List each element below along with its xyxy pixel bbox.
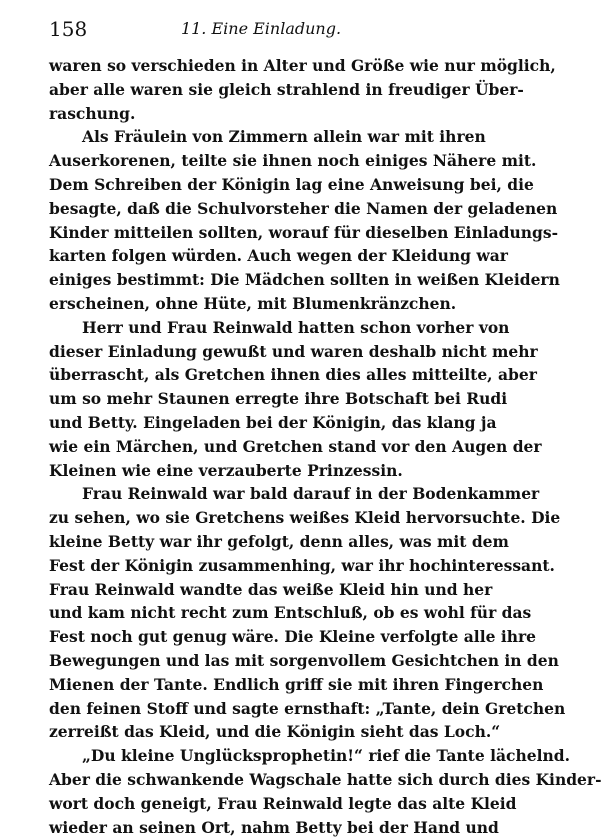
text-line: wie ein Märchen, und Gretchen stand vor den Augen der	[49, 435, 473, 459]
body-text	[49, 54, 473, 839]
text-line: Frau Reinwald wandte das weiße Kleid hin und her	[49, 578, 473, 602]
text-line: und Betty. Eingeladen bei der Königin, das klang ja	[49, 411, 473, 435]
text-line: dieser Einladung gewußt und waren deshalb nicht mehr	[49, 340, 473, 364]
text-line: zu sehen, wo sie Gretchens weißes Kleid hervorsuchte. Die	[49, 506, 473, 530]
text-line: zerreißt das Kleid, und die Königin sieht das Loch.“	[49, 720, 473, 744]
text-line: überrascht, als Gretchen ihnen dies alles mitteilte, aber	[49, 363, 473, 387]
text-line: karten folgen würden. Auch wegen der Kleidung war	[49, 244, 473, 268]
text-line: Aber die schwankende Wagschale hatte sich durch dies Kinder-	[49, 768, 473, 792]
text-line: waren so verschieden in Alter und Größe wie nur möglich,	[49, 54, 473, 78]
page-number: 158	[49, 16, 87, 42]
text-line: Mienen der Tante. Endlich griff sie mit ihren Fingerchen	[49, 673, 473, 697]
text-line: Frau Reinwald war bald darauf in der Bodenkammer	[49, 482, 473, 506]
text-line: um so mehr Staunen erregte ihre Botschaft bei Rudi	[49, 387, 473, 411]
text-line: Als Fräulein von Zimmern allein war mit ihren	[49, 125, 473, 149]
text-line: Dem Schreiben der Königin lag eine Anweisung bei, die	[49, 173, 473, 197]
text-line: den feinen Stoff und sagte ernsthaft: „Tante, dein Gretchen	[49, 697, 473, 721]
text-line: „Du kleine Unglücksprophetin!“ rief die Tante lächelnd.	[49, 744, 473, 768]
text-line: und kam nicht recht zum Entschluß, ob es wohl für das	[49, 601, 473, 625]
text-line: aber alle waren sie gleich strahlend in freudiger Über-	[49, 78, 473, 102]
text-line: wort doch geneigt, Frau Reinwald legte das alte Kleid	[49, 792, 473, 816]
text-line: Bewegungen und las mit sorgenvollem Gesichtchen in den	[49, 649, 473, 673]
text-line: kleine Betty war ihr gefolgt, denn alles, was mit dem	[49, 530, 473, 554]
text-line: Fest noch gut genug wäre. Die Kleine verfolgte alle ihre	[49, 625, 473, 649]
text-line: wieder an seinen Ort, nahm Betty bei der Hand und	[49, 816, 473, 839]
text-line: raschung.	[49, 102, 473, 126]
text-line: Herr und Frau Reinwald hatten schon vorher von	[49, 316, 473, 340]
text-line: einiges bestimmt: Die Mädchen sollten in weißen Kleidern	[49, 268, 473, 292]
text-line: erscheinen, ohne Hüte, mit Blumenkränzchen.	[49, 292, 473, 316]
text-line: Kinder mitteilen sollten, worauf für dieselben Einladungs-	[49, 221, 473, 245]
page-header	[49, 16, 473, 42]
text-line: Kleinen wie eine verzauberte Prinzessin.	[49, 459, 473, 483]
text-line: Fest der Königin zusammenhing, war ihr hochinteressant.	[49, 554, 473, 578]
text-line: Auserkorenen, teilte sie ihnen noch einiges Nähere mit.	[49, 149, 473, 173]
text-line: besagte, daß die Schulvorsteher die Namen der geladenen	[49, 197, 473, 221]
running-head: 11. Eine Einladung.	[49, 16, 473, 42]
